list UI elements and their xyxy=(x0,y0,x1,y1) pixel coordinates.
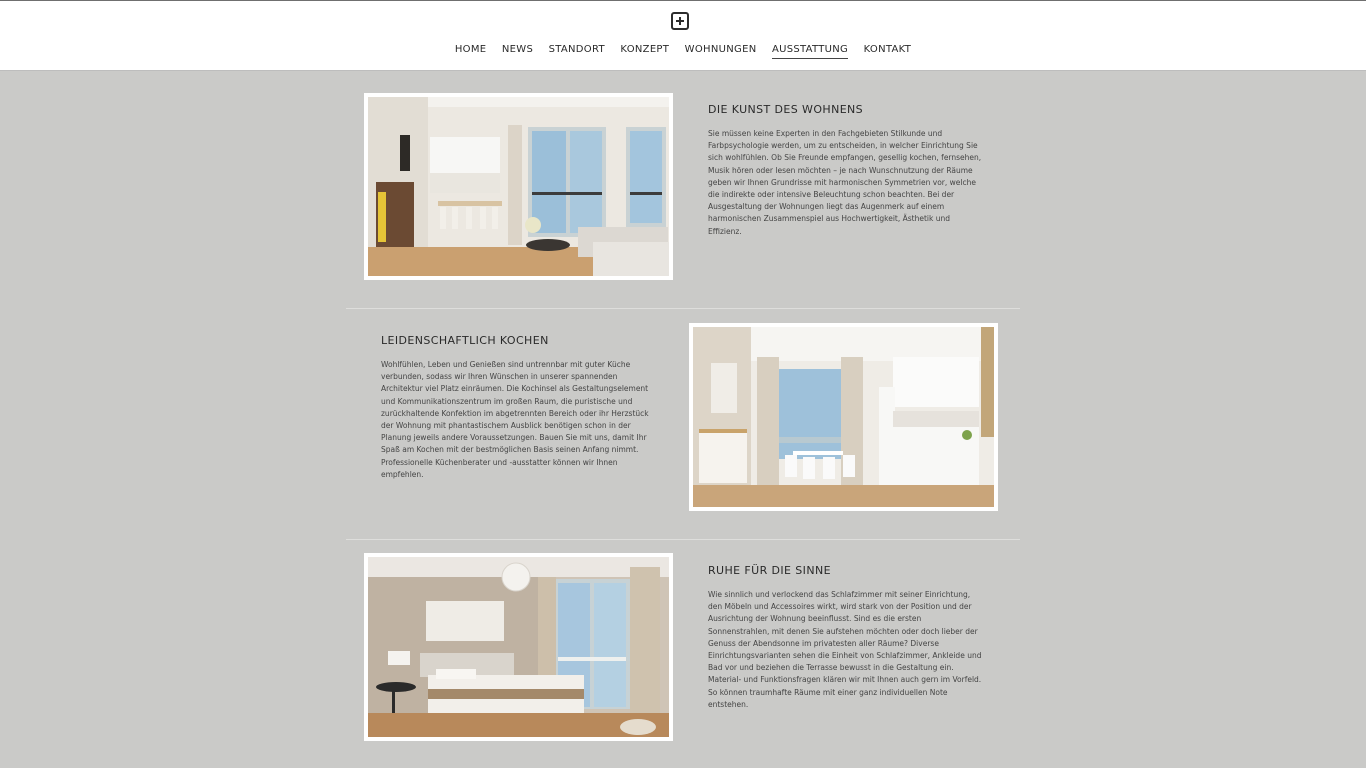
section-text: Sie müssen keine Experten in den Fachgebieten Stilkunde und Farbpsychologie werden, um zu entscheiden, in welcher Einrichtung Sie sich wohlfühlen. Ob Sie Freunde empfangen, gesellig kochen, fernsehen, Musik hören oder lesen möchten – je nach Wunschnutzung der Räume geben wir Ihnen Grundrisse mit harmonischen Symmetrien vor, welche die indirekte oder intensive Beleuchtung schon beachten. Bei der Ausgestaltung der Wohnungen liegt das Augenmerk auf einem harmonischen Zusammenspiel aus Hochwertigkeit, Ästhetik und Effizienz. xyxy=(708,129,982,236)
nav-item-news[interactable]: NEWS xyxy=(501,44,534,55)
living-room-photo xyxy=(364,93,673,280)
nav-item-wohnungen[interactable]: WOHNUNGEN xyxy=(684,44,757,55)
section-title: DIE KUNST DES WOHNENS xyxy=(708,103,864,116)
section-bedroom xyxy=(708,564,983,711)
bedroom-photo xyxy=(364,553,673,741)
section-title: RUHE FÜR DIE SINNE xyxy=(708,564,831,577)
nav-item-kontakt[interactable]: KONTAKT xyxy=(863,44,912,55)
nav-item-ausstattung[interactable]: AUSSTATTUNG xyxy=(772,44,848,59)
section-text: Wie sinnlich und verlockend das Schlafzimmer mit seiner Einrichtung, den Möbeln und Accessoires wirkt, wird stark von der Position und der Ausrichtung der Wohnung beeinflusst. Sind es die ersten Sonnenstrahlen, mit denen Sie aufstehen möchten oder doch lieber der Genuss der Abendsonne im privatesten aller Räume? Diverse Einrichtungsvarianten sehen die Einheit von Schlafzimmer, Ankleide und Bad vor und beziehen die Terrasse bewusst in die Gestaltung ein. Material- und Funktionsfragen klären wir mit Ihnen auch gern im Vorfeld. So können traumhafte Räume mit einer ganz individuellen Note entstehen. xyxy=(708,590,982,709)
main-nav xyxy=(0,44,1366,59)
nav-item-home[interactable]: HOME xyxy=(454,44,487,55)
nav-item-standort[interactable]: STANDORT xyxy=(548,44,605,55)
section-kitchen xyxy=(381,334,656,481)
site-header xyxy=(0,1,1366,71)
logo-plus-icon[interactable] xyxy=(671,12,689,30)
section-living xyxy=(708,103,983,238)
section-divider xyxy=(346,308,1020,309)
section-divider xyxy=(346,539,1020,540)
kitchen-photo xyxy=(689,323,998,511)
section-text: Wohlfühlen, Leben und Genießen sind untrennbar mit guter Küche verbunden, sodass wir Ihren Wünschen in unserer spannenden Architektur viel Platz einräumen. Die Kochinsel als Gestaltungselement und Kommunikationszentrum im großen Raum, die puristische und zurückhaltende Konfektion im abgetrennten Bereich oder ihr Herzstück der Wohnung mit phantastischem Ausblick benötigen schon in der Planung jeweils andere Voraussetzungen. Bauen Sie mit uns, damit Ihr Spaß am Kochen mit der bestmöglichen Basis seinen Anfang nimmt. Professionelle Küchenberater und -ausstatter können wir Ihnen empfehlen. xyxy=(381,360,649,479)
section-title: LEIDENSCHAFTLICH KOCHEN xyxy=(381,334,549,347)
nav-item-konzept[interactable]: KONZEPT xyxy=(620,44,670,55)
